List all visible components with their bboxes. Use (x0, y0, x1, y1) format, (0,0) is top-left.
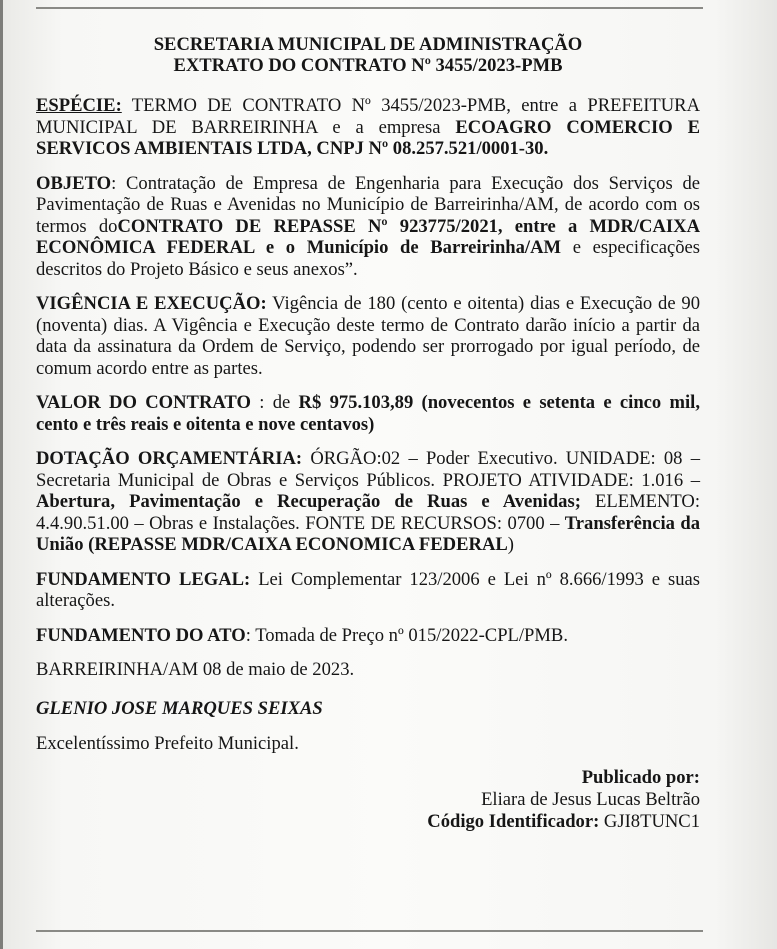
bottom-rule (36, 930, 703, 932)
objeto-paragraph (36, 173, 700, 281)
page-left-edge (0, 0, 3, 949)
header-line-1: SECRETARIA MUNICIPAL DE ADMINISTRAÇÃO (153, 34, 583, 55)
objeto-contract: CONTRATO DE REPASSE Nº 923775/2021, entre a MDR/CAIXA ECONÔMICA FEDERAL e o Município de Barreirinha/AM (36, 215, 701, 258)
especie-paragraph (36, 95, 700, 160)
fundamento-legal-text: Lei Complementar 123/2006 e Lei nº 8.666/1993 e suas alterações. (36, 568, 700, 611)
especie-company: ECOAGRO COMERCIO E SERVICOS AMBIENTAIS LTDA, CNPJ Nº 08.257.521/0001-30. (36, 116, 700, 159)
especie-text: TERMO DE CONTRATO Nº 3455/2023-PMB, entre a PREFEITURA MUNICIPAL DE BARREIRINHA e a empresa (36, 95, 700, 138)
publication-code-line (36, 811, 700, 833)
valor-label: VALOR DO CONTRATO (36, 392, 251, 413)
objeto-text-end: e especificações descritos do Projeto Básico e seus anexos”. (36, 237, 700, 280)
publication-code-label: Código Identificador: (427, 810, 600, 832)
dotacao-text: ÓRGÃO:02 – Poder Executivo. UNIDADE: 08 – Secretaria Municipal de Obras e Serviços Públicos. PROJETO ATIVIDADE: 1.016 – (36, 448, 700, 491)
vigencia-paragraph (36, 293, 700, 379)
fundamento-legal-label: FUNDAMENTO LEGAL: (36, 568, 251, 590)
fundamento-ato-text: : Tomada de Preço nº 015/2022-CPL/PMB. (245, 624, 568, 646)
dotacao-text-2: ELEMENTO: 4.4.90.51.00 – Obras e Instalações. FONTE DE RECURSOS: 0700 – (36, 491, 701, 534)
valor-paragraph (36, 392, 700, 435)
document-content (36, 34, 700, 833)
top-rule (36, 7, 703, 9)
objeto-label: OBJETO (36, 172, 112, 194)
publication-code-value: GJI8TUNC1 (599, 810, 700, 832)
dotacao-source: Transferência da União (REPASSE MDR/CAIXA ECONOMICA FEDERAL (36, 512, 700, 555)
publication-name: Eliara de Jesus Lucas Beltrão (481, 788, 700, 810)
vigencia-label: VIGÊNCIA E EXECUÇÃO: (36, 293, 267, 314)
signatory-name: GLENIO JOSE MARQUES SEIXAS (36, 697, 323, 719)
signatory-title: Excelentíssimo Prefeito Municipal. (36, 733, 299, 754)
objeto-text: : Contratação de Empresa de Engenharia para Execução dos Serviços de Pavimentação de Ruas e Avenidas no Município de Barreirinha/AM, de acordo com os termos do (36, 172, 700, 237)
fundamento-legal-paragraph (36, 569, 700, 612)
fundamento-ato-paragraph (36, 625, 700, 647)
dotacao-text-3: ) (507, 534, 514, 555)
dotacao-paragraph (36, 448, 700, 556)
dotacao-project: Abertura, Pavimentação e Recuperação de Ruas e Avenidas; (36, 491, 581, 512)
dotacao-label: DOTAÇÃO ORÇAMENTÁRIA: (36, 448, 303, 469)
valor-text: : de (250, 392, 299, 413)
vigencia-text: Vigência de 180 (cento e oitenta) dias e Execução de 90 (noventa) dias. A Vigência e Execução deste termo de Contrato darão início a partir da data da assinatura da Ordem de Serviço, podendo ser prorrogado por igual período, de comum acordo entre as partes. (36, 293, 700, 379)
fundamento-ato-label: FUNDAMENTO DO ATO (36, 624, 246, 646)
especie-label: ESPÉCIE: (36, 95, 122, 116)
document-header (36, 34, 700, 76)
publication-block (36, 767, 700, 833)
publication-label: Publicado por: (581, 766, 700, 788)
header-line-2: EXTRATO DO CONTRATO Nº 3455/2023-PMB (173, 55, 563, 76)
date-line: BARREIRINHA/AM 08 de maio de 2023. (36, 659, 355, 680)
valor-amount: R$ 975.103,89 (novecentos e setenta e cinco mil, cento e três reais e oitenta e nove centavos) (36, 392, 700, 435)
